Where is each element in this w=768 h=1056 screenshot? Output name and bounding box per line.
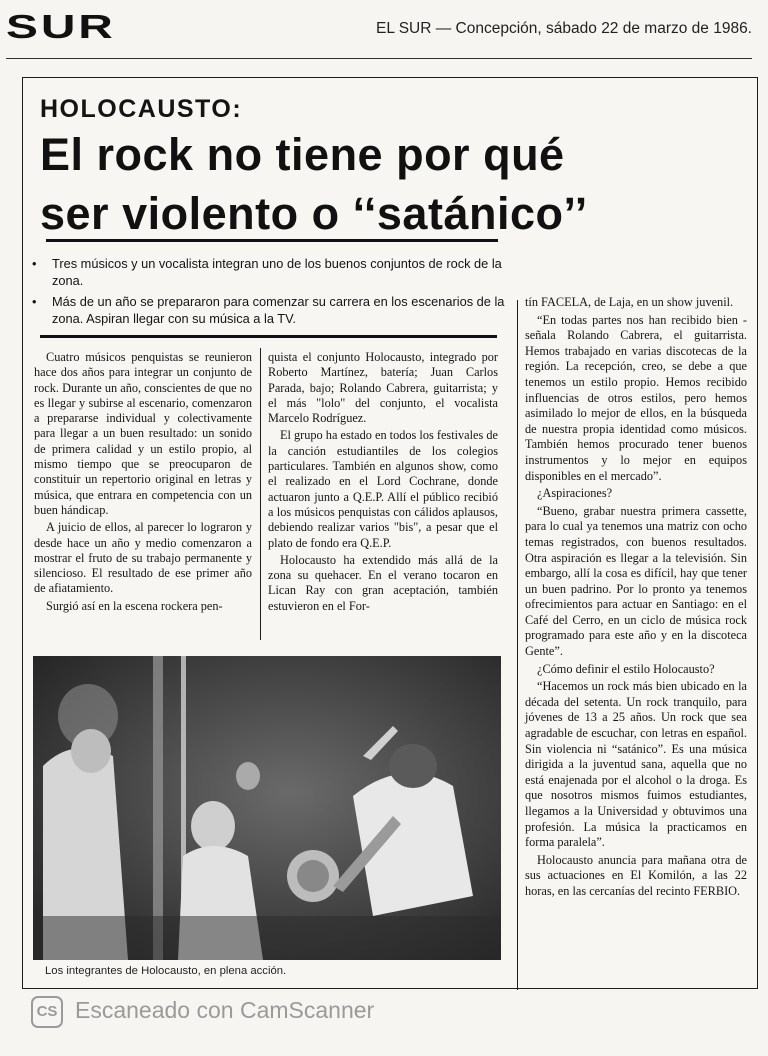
- question: ¿Aspiraciones?: [537, 486, 613, 501]
- paragraph: Cuatro músicos penquistas se reunieron hace dos años para integrar un conjunto de rock. Durante un año, conscientes de que no es llegar y subirse al escenario, comenzaron a prepararse individual y colectivamente para llegar a un buen resultado: un sonido de primera calidad y un estilo propio, al mismo tiempo que se preocuparon de constituir un repertorio original en letras y música, que entrara en competencia con un buen hándicap.: [34, 350, 252, 517]
- column-divider: [517, 300, 518, 990]
- bullet-text: Tres músicos y un vocalista integran uno de los buenos conjuntos de rock de la zona.: [52, 256, 502, 288]
- headline-line-1: El rock no tiene por qué: [40, 129, 565, 180]
- summary-bullet: [30, 255, 505, 289]
- band-photo-image: [33, 656, 501, 960]
- paragraph: tín FACELA, de Laja, en un show juvenil.: [525, 295, 734, 309]
- article-headline: [40, 125, 720, 243]
- summary-bullet: [30, 293, 505, 327]
- watermark-text: Escaneado con CamScanner: [75, 997, 375, 1023]
- headline-rule: [46, 239, 498, 242]
- article-column-3: [525, 295, 747, 902]
- bullet-dot-icon: •: [32, 256, 37, 271]
- question: ¿Cómo definir el estilo Holocausto?: [537, 661, 715, 676]
- masthead-rule: [6, 58, 752, 59]
- summary-rule: [40, 335, 497, 338]
- headline-line-2: ser violento o ‘‘satánico’’: [40, 188, 588, 239]
- paragraph: Holocausto anuncia para mañana otra de sus actuaciones en El Komilón, a las 22 horas, en las cercanías del recinto FERBIO.: [525, 852, 747, 898]
- article-column-2: [268, 350, 498, 616]
- article-kicker: HOLOCAUSTO:: [40, 95, 243, 123]
- paragraph: quista el conjunto Holocausto, integrado por Roberto Martínez, batería; Juan Carlos Parada, bajo; Rolando Cabrera, guitarrista; y el más "lolo" del conjunto, el vocalista Marcelo Rodríguez.: [268, 350, 498, 426]
- band-photo: [33, 656, 501, 960]
- bullet-text: Más de un año se prepararon para comenzar su carrera en los escenarios de la zona. Aspiran llegar con su música a la TV.: [52, 294, 505, 326]
- column-divider: [260, 348, 261, 640]
- paragraph: “Bueno, grabar nuestra primera cassette, para lo cual ya tenemos una matriz con ocho temas registrados, con buenos resultados. Otra aspiración es llegar a la televisión. Sin embargo, allí la cosa es difícil, hay que tener un buen padrino. Por lo pronto ya tenemos ofrecimientos para actuar en Santiago: en el Café del Cerro, en un ciclo de música rock programado para este año y en la discoteca Gente”.: [525, 503, 747, 659]
- newspaper-logo: SUR: [6, 8, 116, 45]
- paragraph: Holocausto ha extendido más allá de la zona su quehacer. En el verano tocaron en Lican Ray con gran aceptación, también estuvieron en el For-: [268, 552, 498, 613]
- paragraph: “Hacemos un rock más bien ubicado en la década del setenta. Un rock tranquilo, para jóvenes de 13 a 25 años. Un rock que sea agradable de escuchar, con letras en español. Sin violencia ni “satánico”. Es una música dirigida a la juventud sana, aquella que no está enajenada por el alcohol o la droga. Es que nosotros mismos fuimos estudiantes, llegamos a la Universidad y obtuvimos una profesión. La música la practicamos en forma paralela”.: [525, 679, 747, 850]
- bullet-dot-icon: •: [32, 294, 37, 309]
- photo-caption: Los integrantes de Holocausto, en plena acción.: [45, 965, 287, 977]
- paragraph: Surgió así en la escena rockera pen-: [46, 598, 223, 613]
- paragraph: “En todas partes nos han recibido bien -señala Rolando Cabrera, el guitarrista. Hemos trabajado en varias discotecas de la región. La recepción, creo, se debe a que tenemos un estilo propio. Hemos recibido influencias de otros estilos, pero hemos asimilado lo mejor de ellos, en la búsqueda de nuestra propia identidad como músicos. También hemos procurado tener buenos instrumentos y lo mejor en equipos disponibles en el mercado”.: [525, 312, 747, 483]
- dateline: EL SUR — Concepción, sábado 22 de marzo de 1986.: [376, 20, 752, 37]
- article-column-1: [34, 350, 252, 616]
- paragraph: A juicio de ellos, al parecer lo lograron y desde hace un año y medio comenzaron a mostrar el fruto de su trabajo permanente y silencioso. El resultado de ese primer año de afiatamiento.: [34, 520, 252, 596]
- summary-bullets: [30, 255, 505, 331]
- paragraph: El grupo ha estado en todos los festivales de la canción estudiantiles de los colegios particulares. También en algunos show, como el realizado en el Lord Cochrane, donde actuaron junto a Q.E.P. Allí el público recibió a los músicos penquistas con cálidos aplausos, debiendo realizar varios "bis", a pesar que el plato de fondo era Q.E.P.: [268, 428, 498, 550]
- newspaper-masthead: [0, 0, 768, 62]
- camscanner-logo-icon: CS: [31, 996, 63, 1028]
